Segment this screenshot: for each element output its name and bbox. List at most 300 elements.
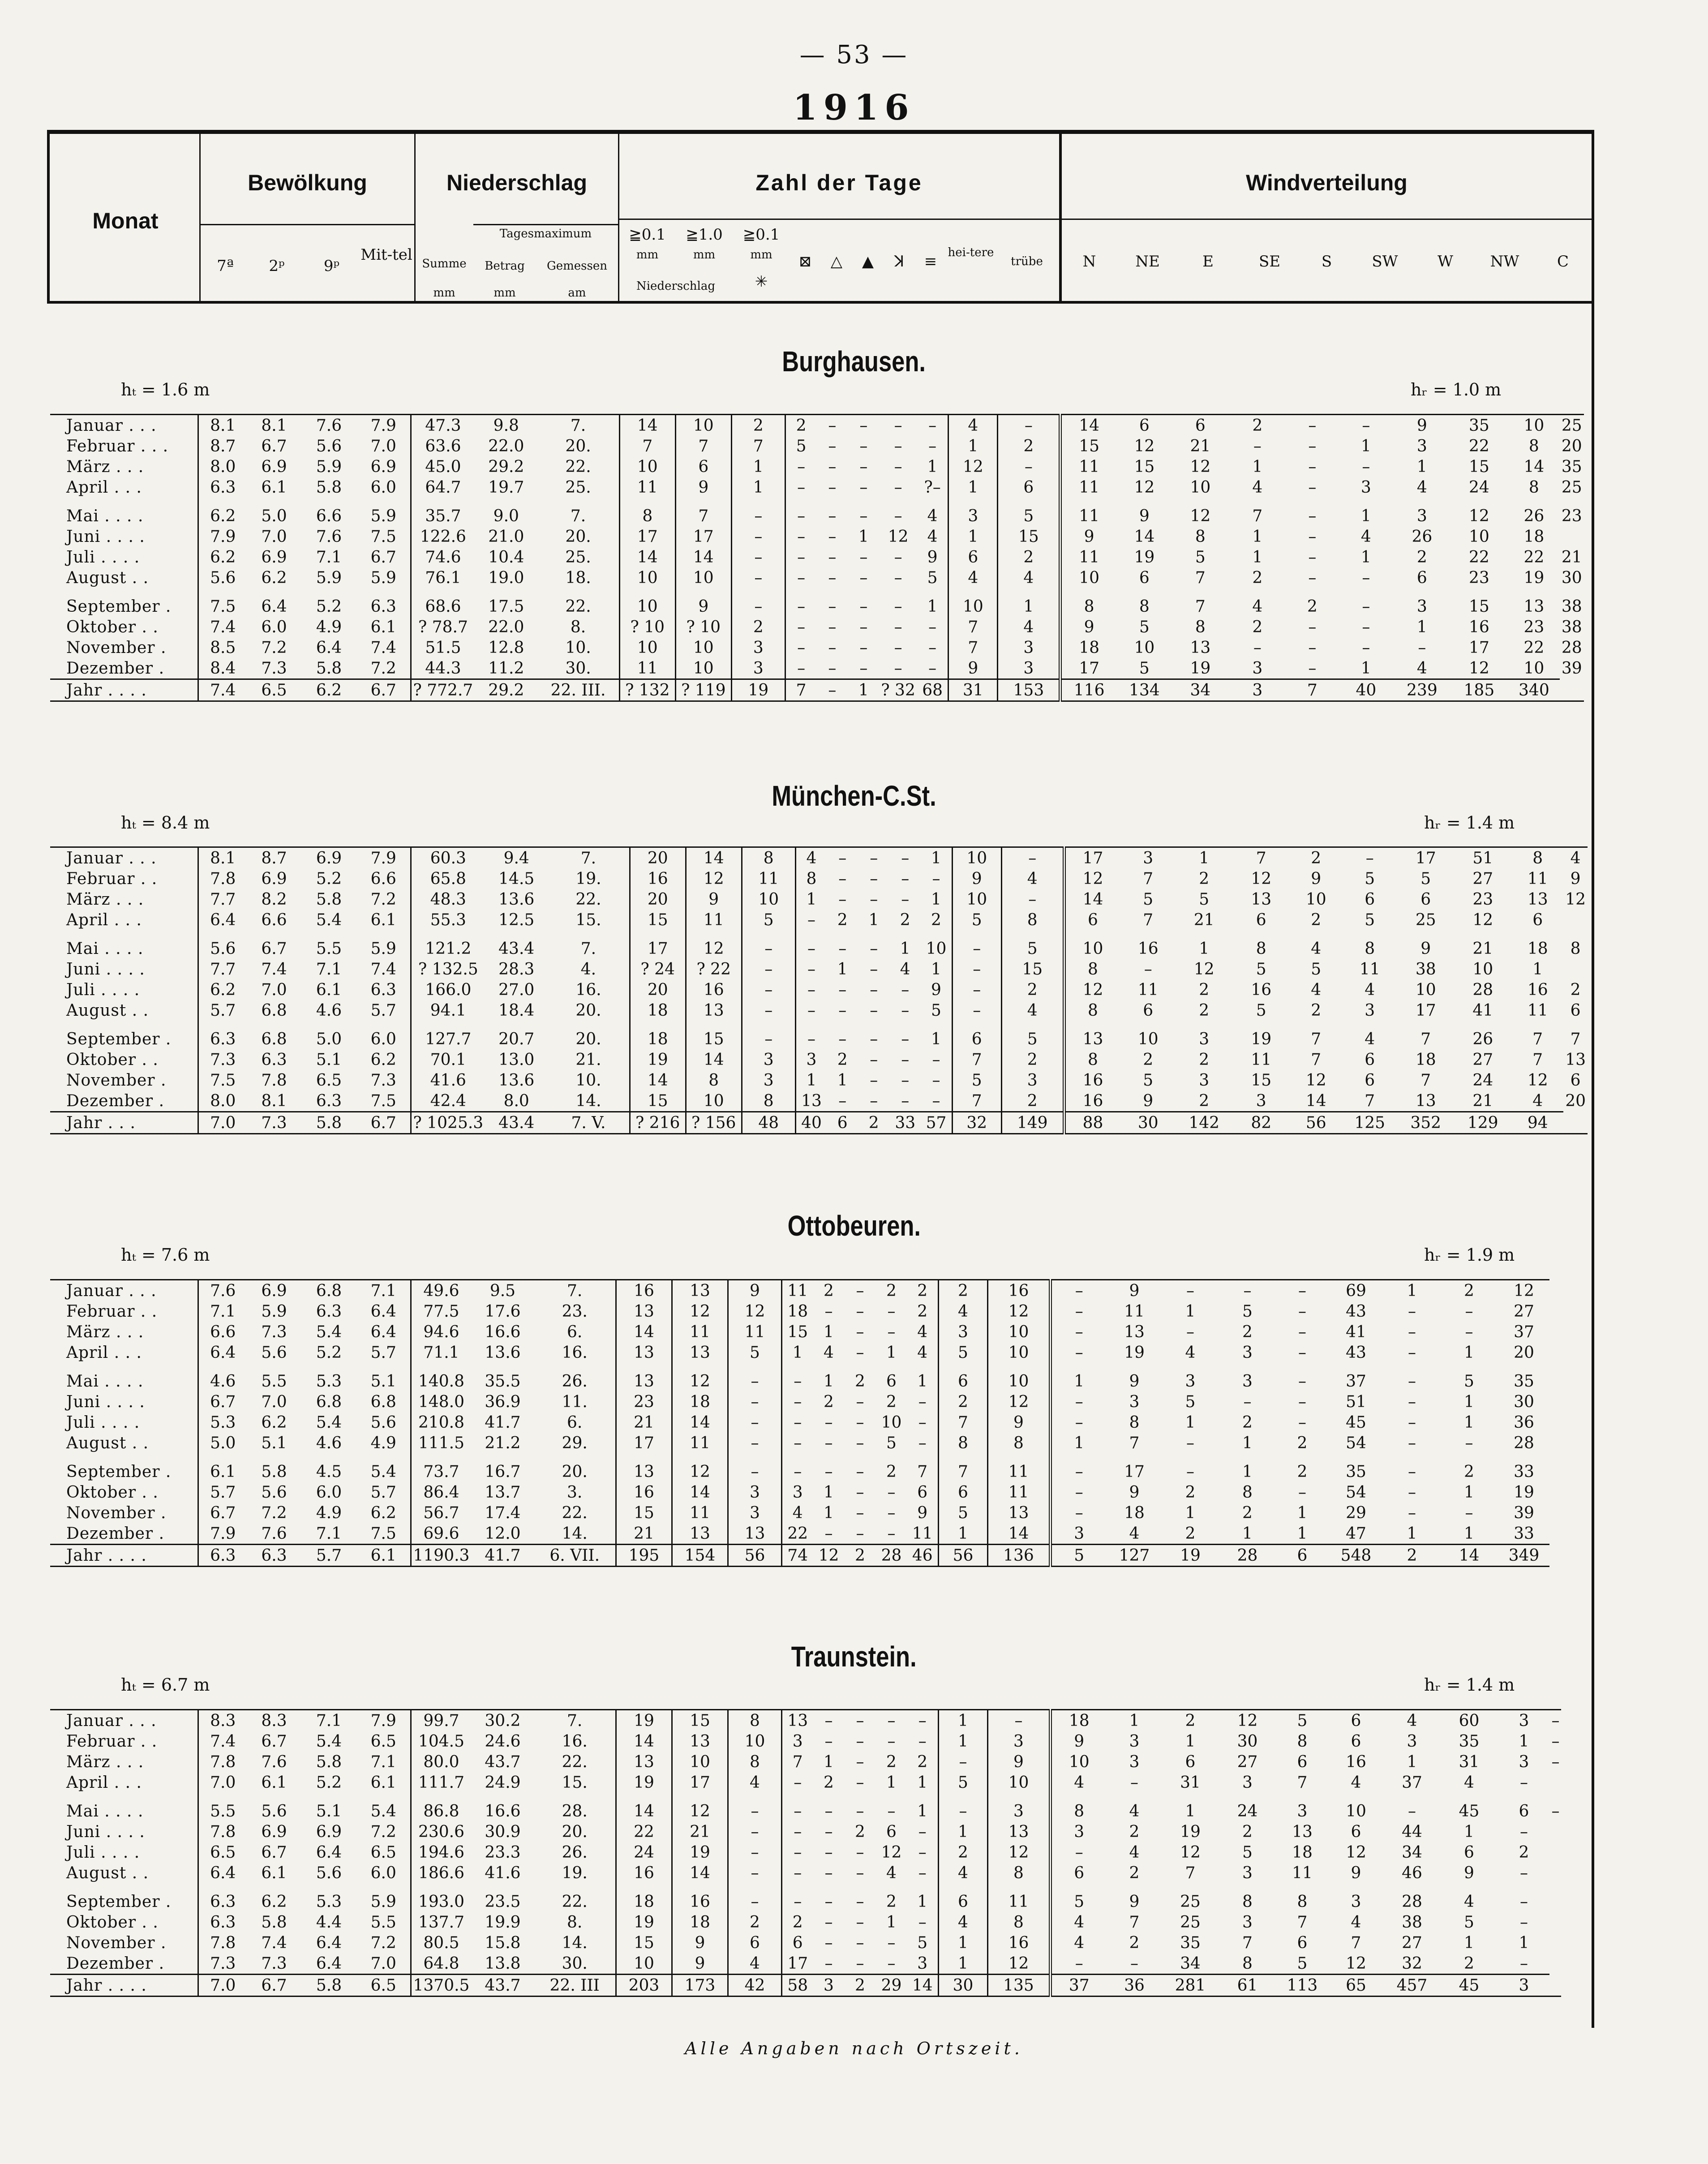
table-cell: 11 bbox=[912, 1524, 933, 1543]
table-cell: 4. bbox=[580, 960, 597, 979]
table-cell: 11 bbox=[619, 658, 675, 679]
table-cell: 14 bbox=[987, 1523, 1050, 1545]
header-dir-se: SE bbox=[1258, 253, 1281, 270]
table-cell: 1 bbox=[1297, 1503, 1308, 1522]
table-cell: 3 bbox=[938, 1322, 987, 1342]
table-cell: – bbox=[1186, 1281, 1194, 1300]
table-cell: 7 bbox=[1420, 1071, 1431, 1090]
table-cell: 2 bbox=[858, 1112, 889, 1134]
header-ge10-unit: mm bbox=[693, 248, 716, 262]
table-cell: 55.3 bbox=[411, 910, 485, 930]
table-cell: – bbox=[838, 1091, 847, 1110]
table-cell: 1 bbox=[1464, 1343, 1474, 1362]
table-cell: – bbox=[918, 1822, 927, 1841]
month-label: September . bbox=[66, 1030, 172, 1048]
table-cell: 6.3 bbox=[316, 1091, 342, 1110]
table-cell: 48.3 bbox=[411, 889, 485, 910]
table-cell: 7.0 bbox=[261, 980, 287, 999]
table-cell: 18 bbox=[1527, 939, 1548, 958]
table-cell: 8.1 bbox=[198, 847, 247, 869]
table-cell: – bbox=[1408, 1302, 1416, 1321]
snowflake-icon: ✳ bbox=[755, 273, 768, 291]
table-cell: – bbox=[901, 849, 910, 867]
table-cell: – bbox=[1130, 1773, 1138, 1792]
table-cell: – bbox=[932, 1050, 940, 1069]
table-cell: 4 bbox=[927, 507, 938, 525]
table-cell: 8 bbox=[1256, 939, 1266, 958]
table-cell: 1 bbox=[1185, 1503, 1196, 1522]
table-cell: 14 bbox=[1060, 415, 1116, 436]
table-cell: 7 bbox=[1252, 507, 1263, 525]
table-cell: 8 bbox=[795, 868, 827, 889]
table-cell: 4 bbox=[1365, 1030, 1375, 1048]
table-cell: – bbox=[1308, 568, 1317, 587]
table-cell: 6.7 bbox=[247, 1975, 301, 1997]
table-cell: 2 bbox=[998, 547, 1060, 567]
table-cell: 5.3 bbox=[316, 1892, 342, 1911]
table-cell: 51 bbox=[1472, 849, 1493, 867]
table-cell: – bbox=[828, 638, 837, 657]
table-cell: 21 bbox=[616, 1523, 672, 1545]
table-cell: 1 bbox=[1360, 437, 1371, 455]
table-cell: – bbox=[728, 1821, 781, 1842]
table-cell: 6.2 bbox=[261, 1892, 287, 1911]
table-cell: 28. bbox=[562, 1802, 588, 1821]
month-label: Jahr . . . . bbox=[50, 679, 198, 701]
table-cell: 10 bbox=[987, 1772, 1050, 1793]
table-cell: 186.6 bbox=[411, 1863, 471, 1883]
table-cell: 8 bbox=[1195, 618, 1206, 636]
table-cell: 193.0 bbox=[411, 1883, 471, 1912]
table-cell: – bbox=[1362, 457, 1370, 476]
table-cell: 140.8 bbox=[411, 1363, 471, 1391]
table-cell: – bbox=[1519, 1954, 1528, 1973]
table-cell: – bbox=[870, 1071, 878, 1090]
table-cell: 12 bbox=[1514, 1281, 1534, 1300]
month-label: August . . bbox=[66, 1001, 149, 1020]
table-cell: – bbox=[1308, 659, 1317, 678]
table-cell: 1 bbox=[948, 526, 998, 547]
table-cell: 13 bbox=[987, 1821, 1050, 1842]
table-cell: 27 bbox=[1514, 1302, 1534, 1321]
table-cell: 7 bbox=[1297, 1773, 1308, 1792]
table-cell: – bbox=[816, 679, 848, 701]
table-cell: 5 bbox=[1139, 659, 1150, 678]
table-cell: 6.3 bbox=[247, 1545, 301, 1567]
month-label: Jahr . . . . bbox=[50, 1545, 198, 1567]
table-cell: 15 bbox=[1060, 436, 1116, 456]
table-cell: 5 bbox=[742, 910, 795, 930]
table-cell: 48 bbox=[742, 1112, 795, 1134]
table-cell: 69.6 bbox=[411, 1523, 471, 1545]
table-cell: ? 22 bbox=[686, 959, 742, 979]
table-cell: 22. bbox=[562, 1892, 588, 1911]
table-cell: 1 bbox=[824, 1503, 834, 1522]
table-cell: – bbox=[728, 1391, 781, 1412]
table-cell: 6 bbox=[886, 1372, 897, 1391]
table-cell: 203 bbox=[616, 1975, 672, 1997]
table-cell: 16. bbox=[575, 980, 601, 999]
station-name: München-C.St. bbox=[772, 780, 936, 812]
table-cell: 104.5 bbox=[411, 1731, 471, 1752]
table-cell: 15. bbox=[562, 1773, 588, 1792]
table-cell: – bbox=[938, 1793, 987, 1821]
table-cell: 6 bbox=[1139, 416, 1150, 435]
month-label: Januar . . . bbox=[66, 849, 157, 867]
header-niederschlag: Niederschlag bbox=[446, 170, 587, 195]
table-cell: 5 bbox=[938, 1503, 987, 1523]
table-cell: – bbox=[1418, 638, 1426, 657]
table-cell: 5 bbox=[1242, 1302, 1253, 1321]
table-cell: 7.1 bbox=[316, 960, 342, 979]
table-cell: 58 bbox=[781, 1975, 813, 1997]
table-row bbox=[50, 436, 1584, 456]
table-cell: 5.0 bbox=[261, 507, 287, 525]
table-cell: ? 10 bbox=[675, 617, 731, 637]
table-cell: – bbox=[918, 1843, 927, 1862]
table-cell: 8. bbox=[567, 1913, 583, 1932]
table-cell: 6.5 bbox=[357, 1975, 411, 1997]
table-cell: 2 bbox=[1252, 568, 1263, 587]
table-cell: 14 bbox=[630, 1070, 686, 1091]
table-cell: 5 bbox=[1297, 1711, 1308, 1730]
table-cell: 25 bbox=[1180, 1913, 1201, 1932]
table-cell: – bbox=[856, 1773, 864, 1792]
table-cell: – bbox=[828, 437, 837, 455]
table-cell: 18 bbox=[781, 1301, 813, 1322]
table-cell: 33 bbox=[1514, 1462, 1534, 1481]
table-cell: 25 bbox=[1180, 1892, 1201, 1911]
table-cell: – bbox=[1050, 1482, 1106, 1503]
table-cell: 6.6 bbox=[198, 1322, 247, 1342]
table-cell: 28.3 bbox=[498, 960, 535, 979]
table-cell: 16 bbox=[672, 1883, 728, 1912]
table-row bbox=[50, 1731, 1561, 1752]
month-label: Juli . . . . bbox=[66, 980, 140, 999]
month-label: Dezember . bbox=[66, 1954, 165, 1973]
table-cell: – bbox=[742, 1021, 795, 1049]
table-cell: 21 bbox=[1472, 1091, 1493, 1110]
table-row bbox=[50, 588, 1584, 617]
table-cell: 44 bbox=[1402, 1822, 1422, 1841]
table-cell: 12 bbox=[987, 1953, 1050, 1975]
table-cell: 18 bbox=[630, 1021, 686, 1049]
table-cell: – bbox=[870, 869, 878, 888]
table-cell: – bbox=[1050, 1953, 1106, 1975]
table-cell: – bbox=[781, 1453, 813, 1482]
divider bbox=[1062, 219, 1592, 220]
table-cell: 20 bbox=[1565, 1092, 1586, 1111]
table-cell: 2 bbox=[1519, 1843, 1529, 1862]
table-cell: 22. bbox=[575, 890, 601, 909]
lightning-icon: ꓘ bbox=[894, 253, 905, 270]
table-cell: – bbox=[824, 1462, 833, 1481]
table-row bbox=[50, 456, 1584, 477]
table-cell: 6 bbox=[938, 1482, 987, 1503]
table-cell: 8 bbox=[728, 1710, 781, 1731]
table-cell: 2 bbox=[886, 1462, 897, 1481]
station-hr: hᵣ = 1.0 m bbox=[1411, 380, 1502, 399]
table-cell: – bbox=[856, 1732, 864, 1751]
table-cell: 8 bbox=[1064, 1049, 1120, 1070]
table-cell: 16.7 bbox=[485, 1462, 521, 1481]
table-cell: 14 bbox=[616, 1793, 672, 1821]
table-cell: – bbox=[1186, 1434, 1194, 1452]
table-cell: 29.2 bbox=[475, 679, 537, 701]
table-cell: 18 bbox=[1124, 1503, 1145, 1522]
table-cell: 21.2 bbox=[485, 1434, 521, 1452]
table-cell: 7.5 bbox=[198, 588, 247, 617]
table-cell: ? 10 bbox=[619, 617, 675, 637]
month-label: Februar . . bbox=[66, 1302, 158, 1321]
table-cell: – bbox=[894, 597, 902, 616]
table-cell: – bbox=[824, 1892, 833, 1911]
table-cell: 2 bbox=[1001, 1091, 1064, 1112]
table-cell: 8.2 bbox=[261, 890, 287, 909]
table-cell: – bbox=[1362, 416, 1370, 435]
table-cell: 10 bbox=[1346, 1802, 1366, 1821]
table-cell: 6.0 bbox=[316, 1483, 342, 1502]
table-cell: 2 bbox=[886, 1892, 897, 1911]
table-cell: – bbox=[1243, 1281, 1252, 1300]
table-cell: – bbox=[952, 1000, 1001, 1021]
table-cell: – bbox=[1050, 1453, 1106, 1482]
table-cell: 46 bbox=[907, 1545, 938, 1567]
table-row bbox=[50, 847, 1588, 869]
table-cell: – bbox=[938, 1752, 987, 1772]
table-cell: 10 bbox=[619, 567, 675, 588]
table-cell: 7 bbox=[952, 1049, 1001, 1070]
table-cell: 7.4 bbox=[198, 1731, 247, 1752]
table-cell: 71.1 bbox=[411, 1342, 471, 1363]
table-row bbox=[50, 1523, 1549, 1545]
table-cell: 7.5 bbox=[198, 1070, 247, 1091]
header-gemessen-unit: am bbox=[568, 286, 586, 300]
month-label: August . . bbox=[66, 1863, 149, 1882]
table-cell: 3 bbox=[1297, 1802, 1308, 1821]
table-cell: 2 bbox=[917, 1302, 928, 1321]
table-cell: 6.6 bbox=[316, 507, 342, 525]
table-cell: 2 bbox=[917, 1281, 928, 1300]
table-cell: 12 bbox=[1527, 1071, 1548, 1090]
table-cell: – bbox=[1308, 507, 1317, 525]
table-cell: 2 bbox=[844, 1975, 875, 1997]
table-cell: – bbox=[1308, 638, 1317, 657]
table-cell: 7.8 bbox=[198, 1752, 247, 1772]
table-cell: – bbox=[859, 659, 868, 678]
table-cell: – bbox=[998, 415, 1060, 436]
table-cell: 2 bbox=[886, 1752, 897, 1771]
table-cell: ? 132 bbox=[619, 679, 675, 701]
month-label: Mai . . . . bbox=[66, 1802, 144, 1821]
table-cell: 8 bbox=[619, 498, 675, 526]
table-cell: 73.7 bbox=[411, 1453, 471, 1482]
table-cell: 8 bbox=[1139, 597, 1150, 616]
table-cell: 3 bbox=[987, 1793, 1050, 1821]
page-number: — 53 — bbox=[799, 40, 909, 69]
table-cell: – bbox=[838, 980, 847, 999]
table-cell: 13 bbox=[1292, 1822, 1313, 1841]
table-cell: – bbox=[785, 477, 816, 498]
table-cell: 13 bbox=[616, 1363, 672, 1391]
table-cell: 12 bbox=[686, 868, 742, 889]
table-cell: 7.8 bbox=[261, 1071, 287, 1090]
table-cell: – bbox=[824, 1711, 833, 1730]
table-cell: 13.7 bbox=[485, 1483, 521, 1502]
table-cell: – bbox=[859, 437, 868, 455]
header-monat: Monat bbox=[92, 208, 159, 233]
table-cell: – bbox=[795, 1000, 827, 1021]
table-cell: 4 bbox=[1416, 478, 1427, 497]
table-cell: 35 bbox=[1180, 1933, 1201, 1952]
table-cell: 28 bbox=[1218, 1545, 1276, 1567]
table-cell: – bbox=[901, 1050, 910, 1069]
table-cell: 5 bbox=[931, 1001, 941, 1020]
table-cell: 1 bbox=[1519, 1732, 1529, 1751]
table-cell: 3 bbox=[917, 1954, 928, 1973]
table-cell: 7.0 bbox=[370, 437, 396, 455]
table-cell: – bbox=[781, 1842, 813, 1863]
table-cell: 20.7 bbox=[498, 1030, 535, 1048]
table-cell: 5.9 bbox=[370, 939, 396, 958]
table-cell: – bbox=[828, 618, 837, 636]
table-cell: 21 bbox=[672, 1821, 728, 1842]
header-bewoelkung: Bewölkung bbox=[248, 170, 367, 195]
table-cell: 3 bbox=[781, 1731, 813, 1752]
table-cell: – bbox=[856, 1913, 864, 1932]
table-cell: 17 bbox=[1468, 638, 1489, 657]
table-cell: 11 bbox=[1124, 1302, 1145, 1321]
table-cell: – bbox=[785, 567, 816, 588]
table-cell: 69 bbox=[1346, 1281, 1366, 1300]
table-row bbox=[50, 1049, 1588, 1070]
table-cell: – bbox=[859, 507, 868, 525]
table-cell: 4 bbox=[917, 1343, 928, 1362]
table-cell: 9 bbox=[672, 1932, 728, 1953]
table-cell: – bbox=[728, 1412, 781, 1433]
table-cell: 17 bbox=[1064, 847, 1120, 869]
table-cell: 153 bbox=[998, 679, 1060, 701]
table-cell: 30 bbox=[1120, 1112, 1176, 1134]
table-cell: 2 bbox=[917, 1752, 928, 1771]
table-cell: 129 bbox=[1454, 1112, 1512, 1134]
header-heitere: hei-tere bbox=[948, 246, 994, 259]
table-cell: 11 bbox=[672, 1433, 728, 1453]
month-label: März . . . bbox=[66, 1752, 144, 1771]
table-cell: 20. bbox=[562, 1822, 588, 1841]
table-cell: – bbox=[918, 1863, 927, 1882]
table-cell: 34 bbox=[1180, 1954, 1201, 1973]
table-cell: – bbox=[1308, 478, 1317, 497]
table-cell: – bbox=[824, 1954, 833, 1973]
table-cell: 29.2 bbox=[488, 457, 524, 476]
table-cell: 2 bbox=[837, 910, 848, 929]
table-cell: – bbox=[1408, 1343, 1416, 1362]
table-cell: – bbox=[859, 548, 868, 567]
table-cell: 76.1 bbox=[411, 567, 475, 588]
table-cell: 30.2 bbox=[485, 1711, 521, 1730]
table-cell: 30.9 bbox=[485, 1822, 521, 1841]
table-cell: 7.4 bbox=[198, 679, 247, 701]
table-cell: 3 bbox=[1001, 1070, 1064, 1091]
table-cell: 39 bbox=[1514, 1503, 1534, 1522]
table-cell: 5.6 bbox=[198, 930, 247, 959]
table-cell: 4 bbox=[781, 1503, 813, 1523]
table-cell: 22 bbox=[1523, 548, 1545, 567]
header-windverteilung: Windverteilung bbox=[1246, 170, 1408, 195]
table-cell: 8 bbox=[1064, 959, 1120, 979]
table-cell: 23 bbox=[1561, 507, 1582, 525]
table-cell: 26. bbox=[562, 1843, 588, 1862]
table-cell: 13 bbox=[686, 1000, 742, 1021]
table-cell: 2 bbox=[1464, 1281, 1474, 1300]
table-cell: – bbox=[1298, 1413, 1306, 1432]
month-label: Oktober . . bbox=[66, 1913, 159, 1932]
table-cell: – bbox=[1308, 416, 1317, 435]
divider bbox=[199, 133, 201, 301]
header-b-2: 2ᵖ bbox=[269, 257, 285, 275]
table-cell: 3 bbox=[1252, 659, 1263, 678]
table-cell: 5.9 bbox=[370, 1892, 396, 1911]
table-cell: 13 bbox=[1064, 1021, 1120, 1049]
table-cell: 6.0 bbox=[370, 1030, 396, 1048]
month-label: November . bbox=[66, 1933, 167, 1952]
table-cell: 28 bbox=[1402, 1892, 1422, 1911]
table-cell: 17 bbox=[1415, 849, 1436, 867]
table-cell: 2 bbox=[1185, 1483, 1196, 1502]
table-cell: 14 bbox=[616, 1731, 672, 1752]
table-cell: 8 bbox=[987, 1912, 1050, 1932]
table-cell: – bbox=[828, 597, 837, 616]
table-cell: 14 bbox=[672, 1863, 728, 1883]
table-cell: 3 bbox=[1050, 1821, 1106, 1842]
table-cell: 12 bbox=[813, 1545, 844, 1567]
divider bbox=[1059, 133, 1062, 301]
table-cell: 3 bbox=[1228, 679, 1287, 701]
header-dir-s: S bbox=[1321, 253, 1332, 270]
table-cell: 35 bbox=[1346, 1462, 1366, 1481]
footer-note: Alle Angaben nach Ortszeit. bbox=[685, 2039, 1023, 2058]
table-cell: – bbox=[952, 979, 1001, 1000]
table-cell: – bbox=[856, 1954, 864, 1973]
table-cell: – bbox=[1298, 1343, 1306, 1362]
table-cell: 6.0 bbox=[261, 618, 287, 636]
table-cell: 185 bbox=[1450, 679, 1508, 701]
table-cell: 22. bbox=[562, 1503, 588, 1522]
table-cell: 14 bbox=[619, 547, 675, 567]
table-cell: 3 bbox=[1242, 1372, 1253, 1391]
table-cell: 14 bbox=[1523, 457, 1545, 476]
table-cell: – bbox=[870, 980, 878, 999]
table-cell: 36 bbox=[1106, 1975, 1162, 1997]
table-cell: 41.7 bbox=[485, 1413, 521, 1432]
table-cell: – bbox=[1298, 1322, 1306, 1341]
table-cell: 3 bbox=[1242, 1863, 1253, 1882]
table-cell: 41.6 bbox=[485, 1863, 521, 1882]
table-cell: – bbox=[824, 1933, 833, 1952]
table-cell: 47.3 bbox=[411, 415, 475, 436]
table-cell: 12 bbox=[1064, 979, 1120, 1000]
table-cell: 12 bbox=[672, 1453, 728, 1482]
table-cell: 1 bbox=[824, 1752, 834, 1771]
month-label: Januar . . . bbox=[66, 1281, 157, 1300]
table-cell: 10 bbox=[952, 889, 1001, 910]
table-cell: 7.2 bbox=[261, 1503, 287, 1522]
table-cell: 12 bbox=[1472, 910, 1493, 929]
table-cell: 37 bbox=[1402, 1773, 1422, 1792]
table-cell: – bbox=[887, 1933, 896, 1952]
table-cell: 13 bbox=[616, 1453, 672, 1482]
